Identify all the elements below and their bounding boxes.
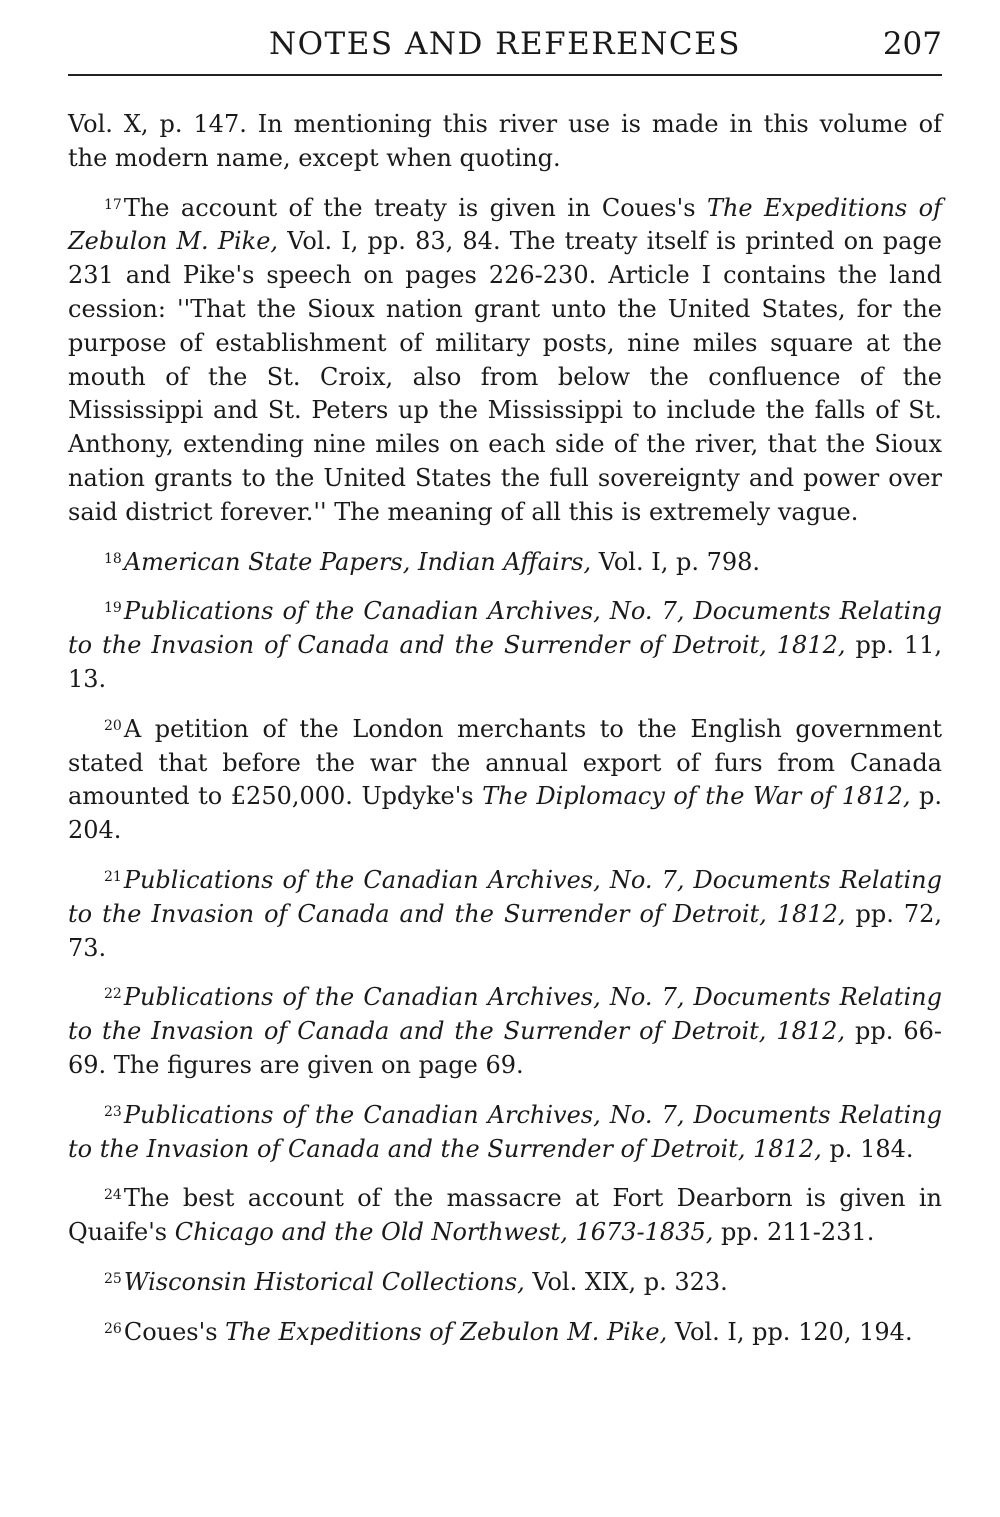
footnote-marker: 26 bbox=[104, 1320, 122, 1337]
citation-title: The Expeditions of Zebulon M. Pike, bbox=[68, 193, 942, 256]
footnote-marker: 23 bbox=[104, 1103, 122, 1120]
footnote-19 bbox=[68, 595, 942, 696]
footnote-marker: 19 bbox=[104, 600, 122, 617]
footnote-continuation bbox=[68, 108, 942, 176]
citation-title: Publications of the Canadian Archives, No. 7, Documents Relating to the Invasion of Canada and the Surrender of Detroit, 1812, bbox=[68, 865, 942, 928]
note-text: Vol. I, pp. 120, 194. bbox=[667, 1317, 913, 1346]
footnote-24 bbox=[68, 1182, 942, 1250]
citation-title: The Diplomacy of the War of 1812, bbox=[482, 782, 911, 811]
citation-title: The Expeditions of Zebulon M. Pike, bbox=[225, 1317, 668, 1346]
footnote-marker: 24 bbox=[104, 1187, 122, 1204]
note-text: A petition of the London merchants to the English government stated that before the war the annual export of furs from Canada amounted to £250,000. Updyke's bbox=[68, 714, 942, 811]
note-text: Coues's bbox=[123, 1317, 226, 1346]
running-header bbox=[68, 22, 942, 76]
citation-title: Publications of the Canadian Archives, No. 7, Documents Relating to the Invasion of Canada and the Surrender of Detroit, 1812, bbox=[68, 983, 942, 1046]
notes-body bbox=[68, 108, 942, 1350]
footnote-23 bbox=[68, 1099, 942, 1167]
footnote-25 bbox=[68, 1266, 942, 1300]
note-text: p. 184. bbox=[821, 1134, 914, 1163]
note-text: The best account of the massacre at Fort Dearborn is given in Quaife's bbox=[68, 1184, 942, 1247]
citation-title: Chicago and the Old Northwest, 1673-1835, bbox=[174, 1218, 714, 1247]
note-text: Vol. I, p. 798. bbox=[591, 547, 761, 576]
note-text: Vol. X, p. 147. In mentioning this river use is made in this volume of the modern name, except when quoting. bbox=[68, 110, 942, 172]
footnote-marker: 17 bbox=[104, 196, 122, 213]
footnote-26 bbox=[68, 1316, 942, 1350]
note-text: pp. 211-231. bbox=[713, 1218, 875, 1247]
footnote-17 bbox=[68, 192, 942, 530]
footnote-20 bbox=[68, 713, 942, 848]
page bbox=[68, 22, 942, 1366]
citation-title: Publications of the Canadian Archives, No. 7, Documents Relating to the Invasion of Canada and the Surrender of Detroit, 1812, bbox=[68, 1100, 942, 1163]
note-text: pp. 66-69. The figures are given on page 69. bbox=[68, 1017, 942, 1079]
footnote-marker: 22 bbox=[104, 986, 122, 1003]
note-text: Vol. I, pp. 83, 84. The treaty itself is printed on page 231 and Pike's speech on pages 226-230. Article I contains the land cession: ''That the Sioux nation grant unto the United States, for the purpose of establishment of military posts, nine miles square at the mouth of the St. Croix, also from below the confluence of the Mississippi and St. Peters up the Mississippi to include the falls of St. Anthony, extending nine miles on each side of the river, that the Sioux nation grants to the United States the full sovereignty and power over said district forever.'' The meaning of all this is extremely vague. bbox=[68, 227, 942, 526]
note-text: The account of the treaty is given in Coues's bbox=[123, 193, 707, 222]
footnote-marker: 20 bbox=[104, 717, 122, 734]
footnote-marker: 21 bbox=[104, 868, 122, 885]
footnote-22 bbox=[68, 981, 942, 1082]
footnote-21 bbox=[68, 864, 942, 965]
note-text: p. 204. bbox=[68, 782, 943, 845]
citation-title: Publications of the Canadian Archives, No. 7, Documents Relating to the Invasion of Canada and the Surrender of Detroit, 1812, bbox=[68, 597, 942, 660]
note-text: pp. 72, 73. bbox=[68, 899, 942, 962]
footnote-18 bbox=[68, 546, 942, 580]
footnote-marker: 18 bbox=[104, 550, 122, 567]
citation-title: Wisconsin Historical Collections, bbox=[123, 1267, 525, 1296]
footnote-marker: 25 bbox=[104, 1270, 122, 1287]
note-text: pp. 11, 13. bbox=[68, 631, 942, 693]
citation-title: American State Papers, Indian Affairs, bbox=[123, 547, 592, 576]
note-text: Vol. XIX, p. 323. bbox=[524, 1267, 728, 1296]
running-title: NOTES AND REFERENCES bbox=[269, 26, 741, 62]
page-number: 207 bbox=[882, 26, 942, 62]
